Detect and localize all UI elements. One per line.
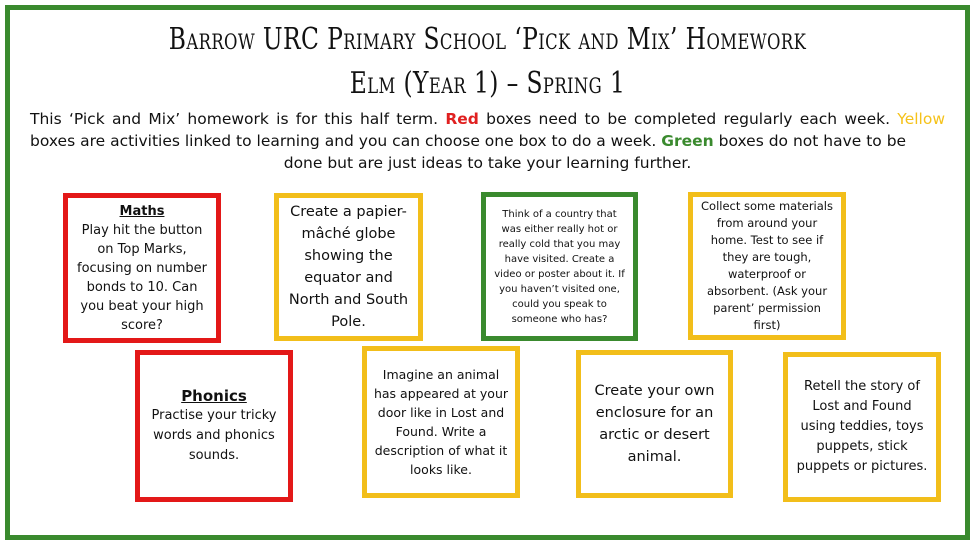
- globe-box: [274, 193, 423, 341]
- phonics-heading: Phonics: [181, 387, 247, 405]
- phonics-box: [135, 350, 293, 502]
- country-box: [481, 192, 638, 341]
- intro-text-5: done but are just ideas to take your learning further.: [283, 154, 692, 172]
- intro-text-1: This ‘Pick and Mix’ homework is for this half term.: [30, 110, 446, 128]
- intro-paragraph: [30, 108, 945, 174]
- maths-box: [63, 193, 221, 343]
- maths-text: Play hit the button on Top Marks, focusing on number bonds to 10. Can you beat your high score?: [77, 222, 207, 333]
- animal-box: [362, 346, 520, 498]
- materials-box: [688, 192, 846, 340]
- phonics-text: Practise your tricky words and phonics sounds.: [151, 408, 277, 463]
- country-text: Think of a country that was either really hot or really cold that you may have visited. Create a video or poster about it. If you haven’t visited one, could you speak to someone who has?: [494, 208, 625, 325]
- intro-text-4: boxes do not have to be: [713, 132, 907, 150]
- intro-green-word: Green: [661, 132, 714, 150]
- retell-text: Retell the story of Lost and Found using teddies, toys puppets, stick puppets or pictures.: [796, 379, 928, 474]
- intro-red-word: Red: [445, 110, 479, 128]
- page-subtitle: Elm (Year 1) – Spring 1: [349, 66, 626, 101]
- intro-yellow-word: Yellow: [897, 110, 945, 128]
- materials-text: Collect some materials from around your home. Test to see if they are tough, waterproof or absorbent. (Ask your parent’ permission first): [701, 199, 833, 332]
- page-title: Barrow URC Primary School ‘Pick and Mix’ Homework: [168, 22, 807, 57]
- enclosure-text: Create your own enclosure for an arctic or desert animal.: [594, 383, 715, 465]
- animal-text: Imagine an animal has appeared at your door like in Lost and Found. Write a description of what it looks like.: [373, 367, 509, 477]
- retell-box: [783, 352, 941, 502]
- maths-heading: Maths: [119, 203, 165, 219]
- enclosure-box: [576, 350, 733, 498]
- intro-text-2: boxes need to be completed regularly each week.: [478, 110, 898, 128]
- intro-text-3: boxes are activities linked to learning and you can choose one box to do a week.: [30, 132, 662, 150]
- globe-text: Create a papier-mâché globe showing the equator and North and South Pole.: [288, 204, 409, 330]
